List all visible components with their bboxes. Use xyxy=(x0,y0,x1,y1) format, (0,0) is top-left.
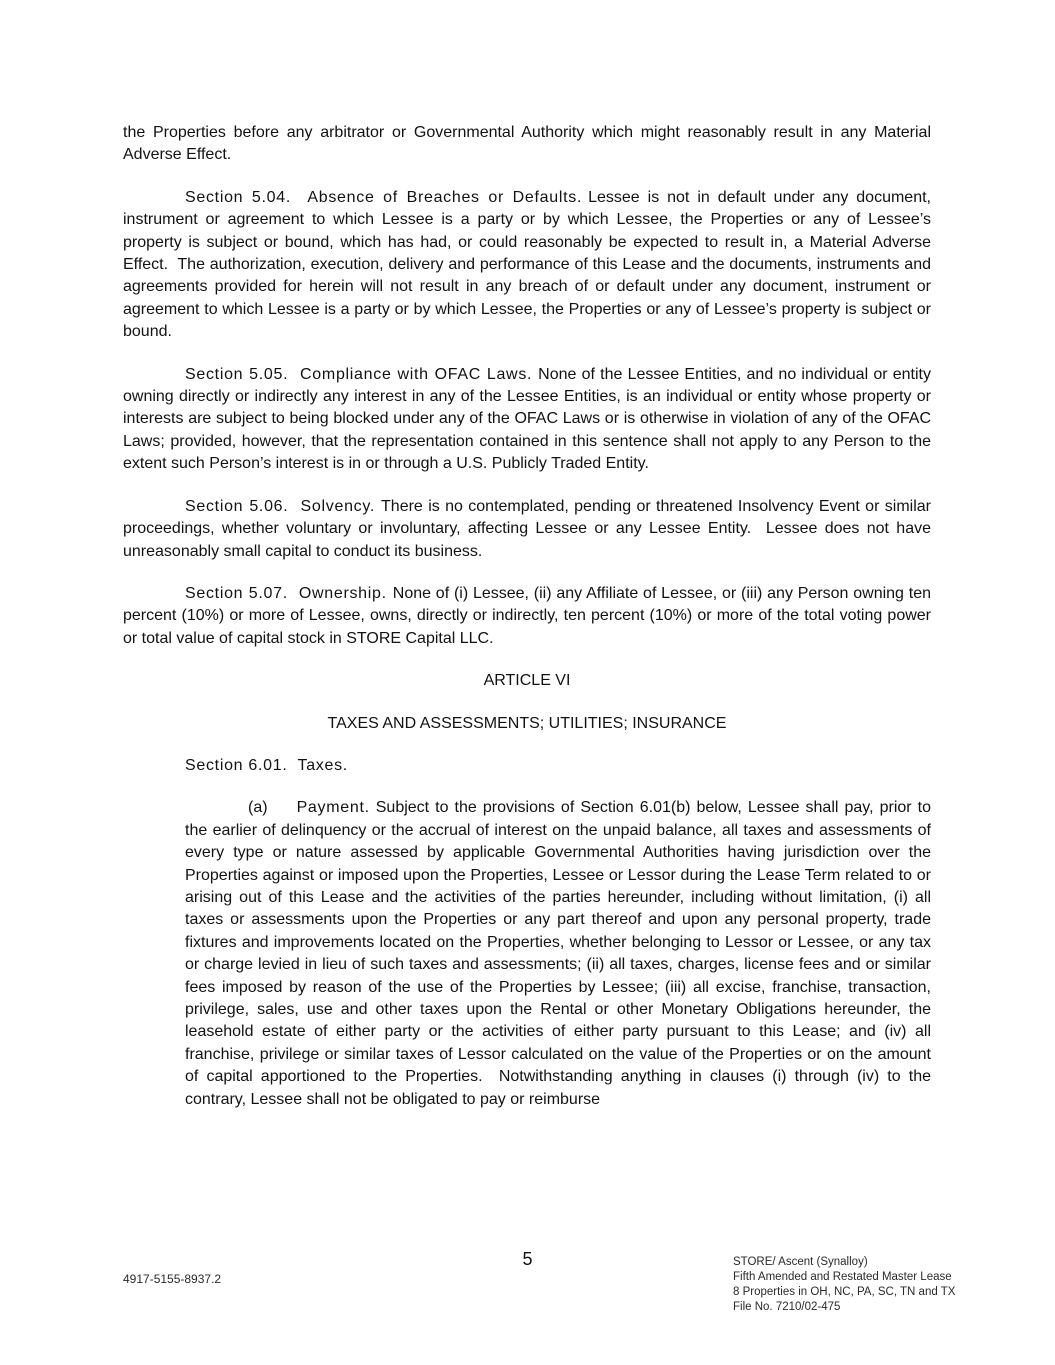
subsection-a-label: (a) xyxy=(248,799,268,817)
subsection-a-body: Subject to the provisions of Section 6.01(b) below, Lessee shall pay, prior to the earlier of delinquency or the accrual of interest on the unpaid balance, all taxes and assessments of every type or nature assessed by applicable Governmental Authorities having jurisdiction over the Properties against or imposed upon the Properties, Lessee or Lessor during the Lease Term related to or arising out of this Lease and the activities of the parties hereunder, including without limitation, (i) all taxes or assessments upon the Properties or any part thereof and upon any personal property, trade fixtures and improvements located on the Properties, whether belonging to Lessor or Lessee, or any tax or charge levied in lieu of such taxes and assessments; (ii) all taxes, charges, license fees and or similar fees imposed by reason of the use of the Properties by Lessee; (iii) all excise, franchise, transaction, privilege, sales, use and other taxes upon the Rental or other Monetary Obligations hereunder, the leasehold estate of either party or the activities of either party pursuant to this Lease; and (iv) all franchise, privilege or similar taxes of Lessor calculated on the value of the Properties or on the amount of capital apportioned to the Properties. Notwithstanding anything in clauses (i) through (iv) to the contrary, Lessee shall not be obligated to pay or reimburse xyxy=(185,799,931,1108)
article-number-heading: ARTICLE VI xyxy=(483,672,571,690)
section-5-07-body: None of (i) Lessee, (ii) any Affiliate of Lessee, or (iii) any Person owning ten percent (10%) or more of Lessee, owns, directly or indirectly, ten percent (10%) or more of the total voting power or total value of capital stock in STORE Capital LLC. xyxy=(123,584,931,647)
footer-case-line-1: STORE/ Ascent (Synalloy) xyxy=(733,1256,868,1268)
section-5-06-body: There is no contemplated, pending or threatened Insolvency Event or similar proceedings, whether voluntary or involuntary, affecting Lessee or any Lessee Entity. Lessee does not have unreasonably small capital to conduct its business. xyxy=(123,497,931,560)
section-5-04-body: Lessee is not in default under any document, instrument or agreement to which Lessee is a party or by which Lessee, the Properties or any of Lessee’s property is subject or bound, which has had, or could reasonably be expected to result in, a Material Adverse Effect. The authorization, execution, delivery and performance of this Lease and the documents, instruments and agreements provided for herein will not result in any breach of or default under any document, instrument or agreement to which Lessee is a party or by which Lessee, the Properties or any of Lessee’s property is subject or bound. xyxy=(123,188,931,341)
section-5-04-paragraph xyxy=(123,187,931,344)
section-5-04-heading: Section 5.04. Absence of Breaches or Defaults. xyxy=(185,188,583,206)
section-5-06-heading: Section 5.06. Solvency. xyxy=(185,497,376,515)
subsection-a-paragraph xyxy=(185,797,931,1111)
section-6-01-heading: Section 6.01. Taxes. xyxy=(185,756,348,774)
section-5-05-heading: Section 5.05. Compliance with OFAC Laws. xyxy=(185,365,533,383)
article-title-heading: TAXES AND ASSESSMENTS; UTILITIES; INSURANCE xyxy=(327,714,727,732)
section-5-07-paragraph xyxy=(123,583,931,650)
section-5-05-paragraph xyxy=(123,364,931,476)
document-body xyxy=(123,122,931,1131)
page-number: 5 xyxy=(522,1249,533,1269)
footer-case-line-3: 8 Properties in OH, NC, PA, SC, TN and TX xyxy=(733,1286,956,1298)
footer-document-id: 4917-5155-8937.2 xyxy=(123,1272,222,1286)
section-5-07-heading: Section 5.07. Ownership. xyxy=(185,584,387,602)
section-5-06-paragraph xyxy=(123,496,931,563)
subsection-a-heading: Payment. xyxy=(296,799,370,817)
footer-case-block xyxy=(733,1255,955,1315)
section-6-01-heading-line xyxy=(123,755,931,777)
paragraph-continuation: the Properties before any arbitrator or Governmental Authority which might reasonably result in any Material Adverse Effect. xyxy=(123,124,931,164)
section-5-05-body: None of the Lessee Entities, and no individual or entity owning directly or indirectly any interest in any of the Lessee Entities, is an individual or entity whose property or interests are subject to being blocked under any of the OFAC Laws or is otherwise in violation of any of the OFAC Laws; provided, however, that the representation contained in this sentence shall not apply to any Person to the extent such Person’s interest is in or through a U.S. Publicly Traded Entity. xyxy=(123,365,932,473)
footer-case-line-2: Fifth Amended and Restated Master Lease xyxy=(733,1271,952,1283)
footer-case-line-4: File No. 7210/02-475 xyxy=(733,1301,841,1313)
